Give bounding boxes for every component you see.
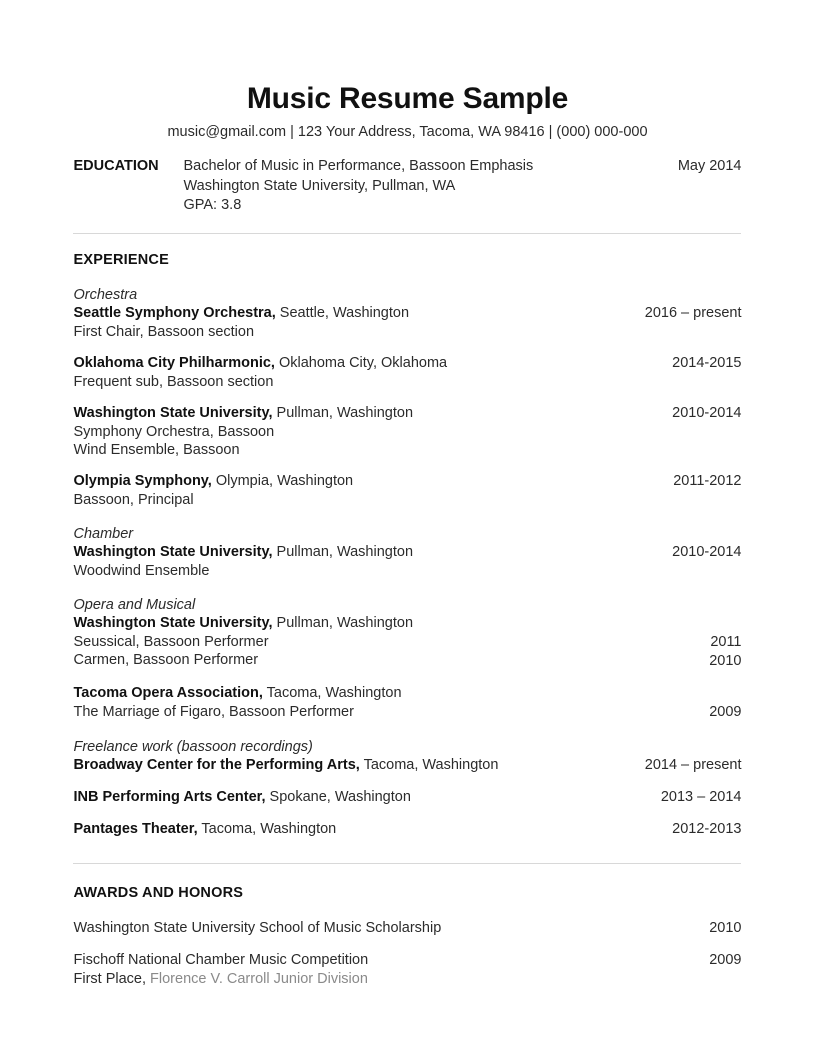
experience-entry: [74, 756, 742, 775]
award-entry: [74, 951, 742, 988]
date-range: 2010-2014: [672, 404, 742, 421]
awards-list: [74, 903, 742, 988]
education-school: Washington State University, Pullman, WA: [183, 177, 456, 194]
experience-entry: [74, 788, 742, 807]
date-range: [709, 614, 741, 633]
awards-section: [74, 864, 742, 988]
spacer: [74, 807, 742, 820]
experience-detail-line: Wind Ensemble, Bassoon: [73, 441, 240, 458]
organization-location: Tacoma, Washington: [359, 756, 499, 773]
organization-name: Washington State University,: [73, 543, 273, 560]
spacer: [74, 722, 742, 738]
experience-entry: [74, 354, 742, 391]
experience-entry: [74, 304, 742, 341]
experience-entry-dates: [695, 684, 741, 722]
organization-name: INB Performing Arts Center,: [73, 788, 266, 805]
organization-name: Oklahoma City Philharmonic,: [73, 354, 275, 371]
experience-detail-line: Bassoon, Principal: [73, 491, 194, 508]
experience-entry-main: [74, 756, 631, 775]
award-subtitle: [74, 970, 696, 988]
experience-entry-main: [74, 543, 659, 580]
experience-detail-line: The Marriage of Figaro, Bassoon Performer: [73, 703, 354, 720]
award-title: Fischoff National Chamber Music Competition: [73, 951, 369, 968]
spacer: [74, 775, 742, 788]
organization-name: Olympia Symphony,: [73, 472, 212, 489]
section-divider-awards: [73, 863, 741, 864]
date-range: 2010-2014: [672, 543, 742, 560]
spacer: [74, 459, 742, 472]
date-range: 2011: [710, 633, 742, 650]
spacer: [74, 938, 742, 951]
experience-entry-dates: [658, 543, 741, 562]
contact-line: music@gmail.com | 123 Your Address, Tacoma, WA 98416 | (000) 000-000: [167, 124, 648, 140]
experience-entry-main: [74, 820, 659, 839]
spacer: [74, 391, 742, 404]
date-range: [709, 684, 741, 703]
experience-detail-line: Carmen, Bassoon Performer: [73, 651, 259, 668]
organization-name: Washington State University,: [73, 404, 273, 421]
organization-location: Seattle, Washington: [275, 304, 410, 321]
experience-section: [74, 234, 742, 839]
experience-group-label: Chamber: [73, 525, 134, 542]
experience-entry-dates: [658, 820, 741, 839]
experience-group-label: Freelance work (bassoon recordings): [73, 738, 313, 755]
organization-line: [74, 543, 659, 562]
experience-entry-dates: [647, 788, 742, 807]
organization-location: Olympia, Washington: [211, 472, 354, 489]
date-range: 2009: [709, 703, 742, 720]
spacer: [74, 903, 742, 919]
organization-location: Tacoma, Washington: [262, 684, 402, 701]
organization-name: Tacoma Opera Association,: [73, 684, 263, 701]
organization-location: Pullman, Washington: [272, 404, 414, 421]
award-title: Washington State University School of Music Scholarship: [73, 919, 442, 936]
page-title: Music Resume Sample: [246, 82, 569, 115]
date-range: 2014-2015: [672, 354, 742, 371]
award-year: 2010: [709, 919, 742, 936]
organization-name: Washington State University,: [73, 614, 273, 631]
experience-entry: [74, 684, 742, 722]
experience-entry-main: [74, 354, 659, 391]
experience-entry: [74, 543, 742, 580]
organization-line: [74, 304, 631, 323]
experience-entry-main: [74, 404, 659, 459]
spacer: [74, 509, 742, 525]
experience-entry-dates: [631, 756, 742, 775]
organization-line: [74, 472, 660, 491]
organization-location: Pullman, Washington: [272, 543, 414, 560]
organization-location: Tacoma, Washington: [197, 820, 337, 837]
experience-entry: [74, 614, 742, 671]
spacer: [74, 341, 742, 354]
education-entry: [74, 141, 742, 233]
organization-line: [74, 354, 659, 373]
experience-group-label: Opera and Musical: [73, 596, 196, 613]
date-range: 2012-2013: [672, 820, 742, 837]
education-section: [74, 141, 742, 234]
awards-heading: AWARDS AND HONORS: [73, 884, 244, 901]
section-divider-education: [73, 233, 741, 234]
award-year: 2009: [709, 951, 742, 968]
award-entry: [74, 919, 742, 938]
date-range: 2013 – 2014: [660, 788, 742, 805]
spacer: [74, 580, 742, 596]
experience-entry-main: [74, 788, 647, 807]
awards-divider-wrap: [74, 863, 742, 864]
date-range: 2011-2012: [673, 472, 742, 489]
experience-entry-dates: [658, 354, 741, 373]
organization-line: [74, 788, 647, 807]
organization-line: [74, 404, 659, 423]
organization-name: Broadway Center for the Performing Arts,: [73, 756, 360, 773]
organization-line: [74, 756, 631, 775]
award-main: [74, 919, 696, 938]
experience-entry: [74, 404, 742, 459]
date-range: 2016 – present: [644, 304, 742, 321]
education-degree: Bachelor of Music in Performance, Bassoon Emphasis: [183, 158, 534, 174]
experience-entry-main: [74, 684, 696, 721]
experience-groups: [74, 270, 742, 839]
experience-entry-dates: [695, 614, 741, 671]
organization-line: [74, 614, 696, 633]
award-main: [74, 951, 696, 988]
organization-location: Oklahoma City, Oklahoma: [274, 354, 448, 371]
experience-detail-line: Woodwind Ensemble: [73, 562, 210, 579]
spacer: [74, 671, 742, 684]
experience-detail-line: Symphony Orchestra, Bassoon: [73, 423, 275, 440]
experience-entry: [74, 820, 742, 839]
education-details: [184, 157, 666, 216]
date-range: 2014 – present: [644, 756, 742, 773]
experience-entry-dates: [658, 404, 741, 423]
experience-heading: EXPERIENCE: [73, 251, 169, 268]
organization-name: Seattle Symphony Orchestra,: [73, 304, 276, 321]
organization-line: [74, 820, 659, 839]
award-placement: First Place,: [73, 970, 147, 987]
experience-entry-main: [74, 614, 696, 669]
experience-entry: [74, 472, 742, 509]
experience-detail-line: Seussical, Bassoon Performer: [73, 633, 269, 650]
award-division: Florence V. Carroll Junior Division: [146, 970, 368, 987]
date-range: 2010: [709, 652, 742, 669]
organization-location: Spokane, Washington: [265, 788, 411, 805]
education-date: May 2014: [677, 158, 742, 174]
spacer: [74, 270, 742, 286]
experience-entry-main: [74, 472, 660, 509]
education-label: EDUCATION: [73, 158, 159, 174]
experience-detail-line: Frequent sub, Bassoon section: [73, 373, 274, 390]
experience-entry-dates: [631, 304, 742, 323]
organization-name: Pantages Theater,: [73, 820, 198, 837]
experience-entry-main: [74, 304, 631, 341]
experience-entry-dates: [659, 472, 741, 491]
education-gpa: GPA: 3.8: [183, 197, 242, 213]
organization-location: Pullman, Washington: [272, 614, 414, 631]
organization-line: [74, 684, 696, 703]
experience-detail-line: First Chair, Bassoon section: [73, 323, 255, 340]
experience-group-label: Orchestra: [73, 286, 138, 303]
resume-header: [0, 0, 815, 141]
